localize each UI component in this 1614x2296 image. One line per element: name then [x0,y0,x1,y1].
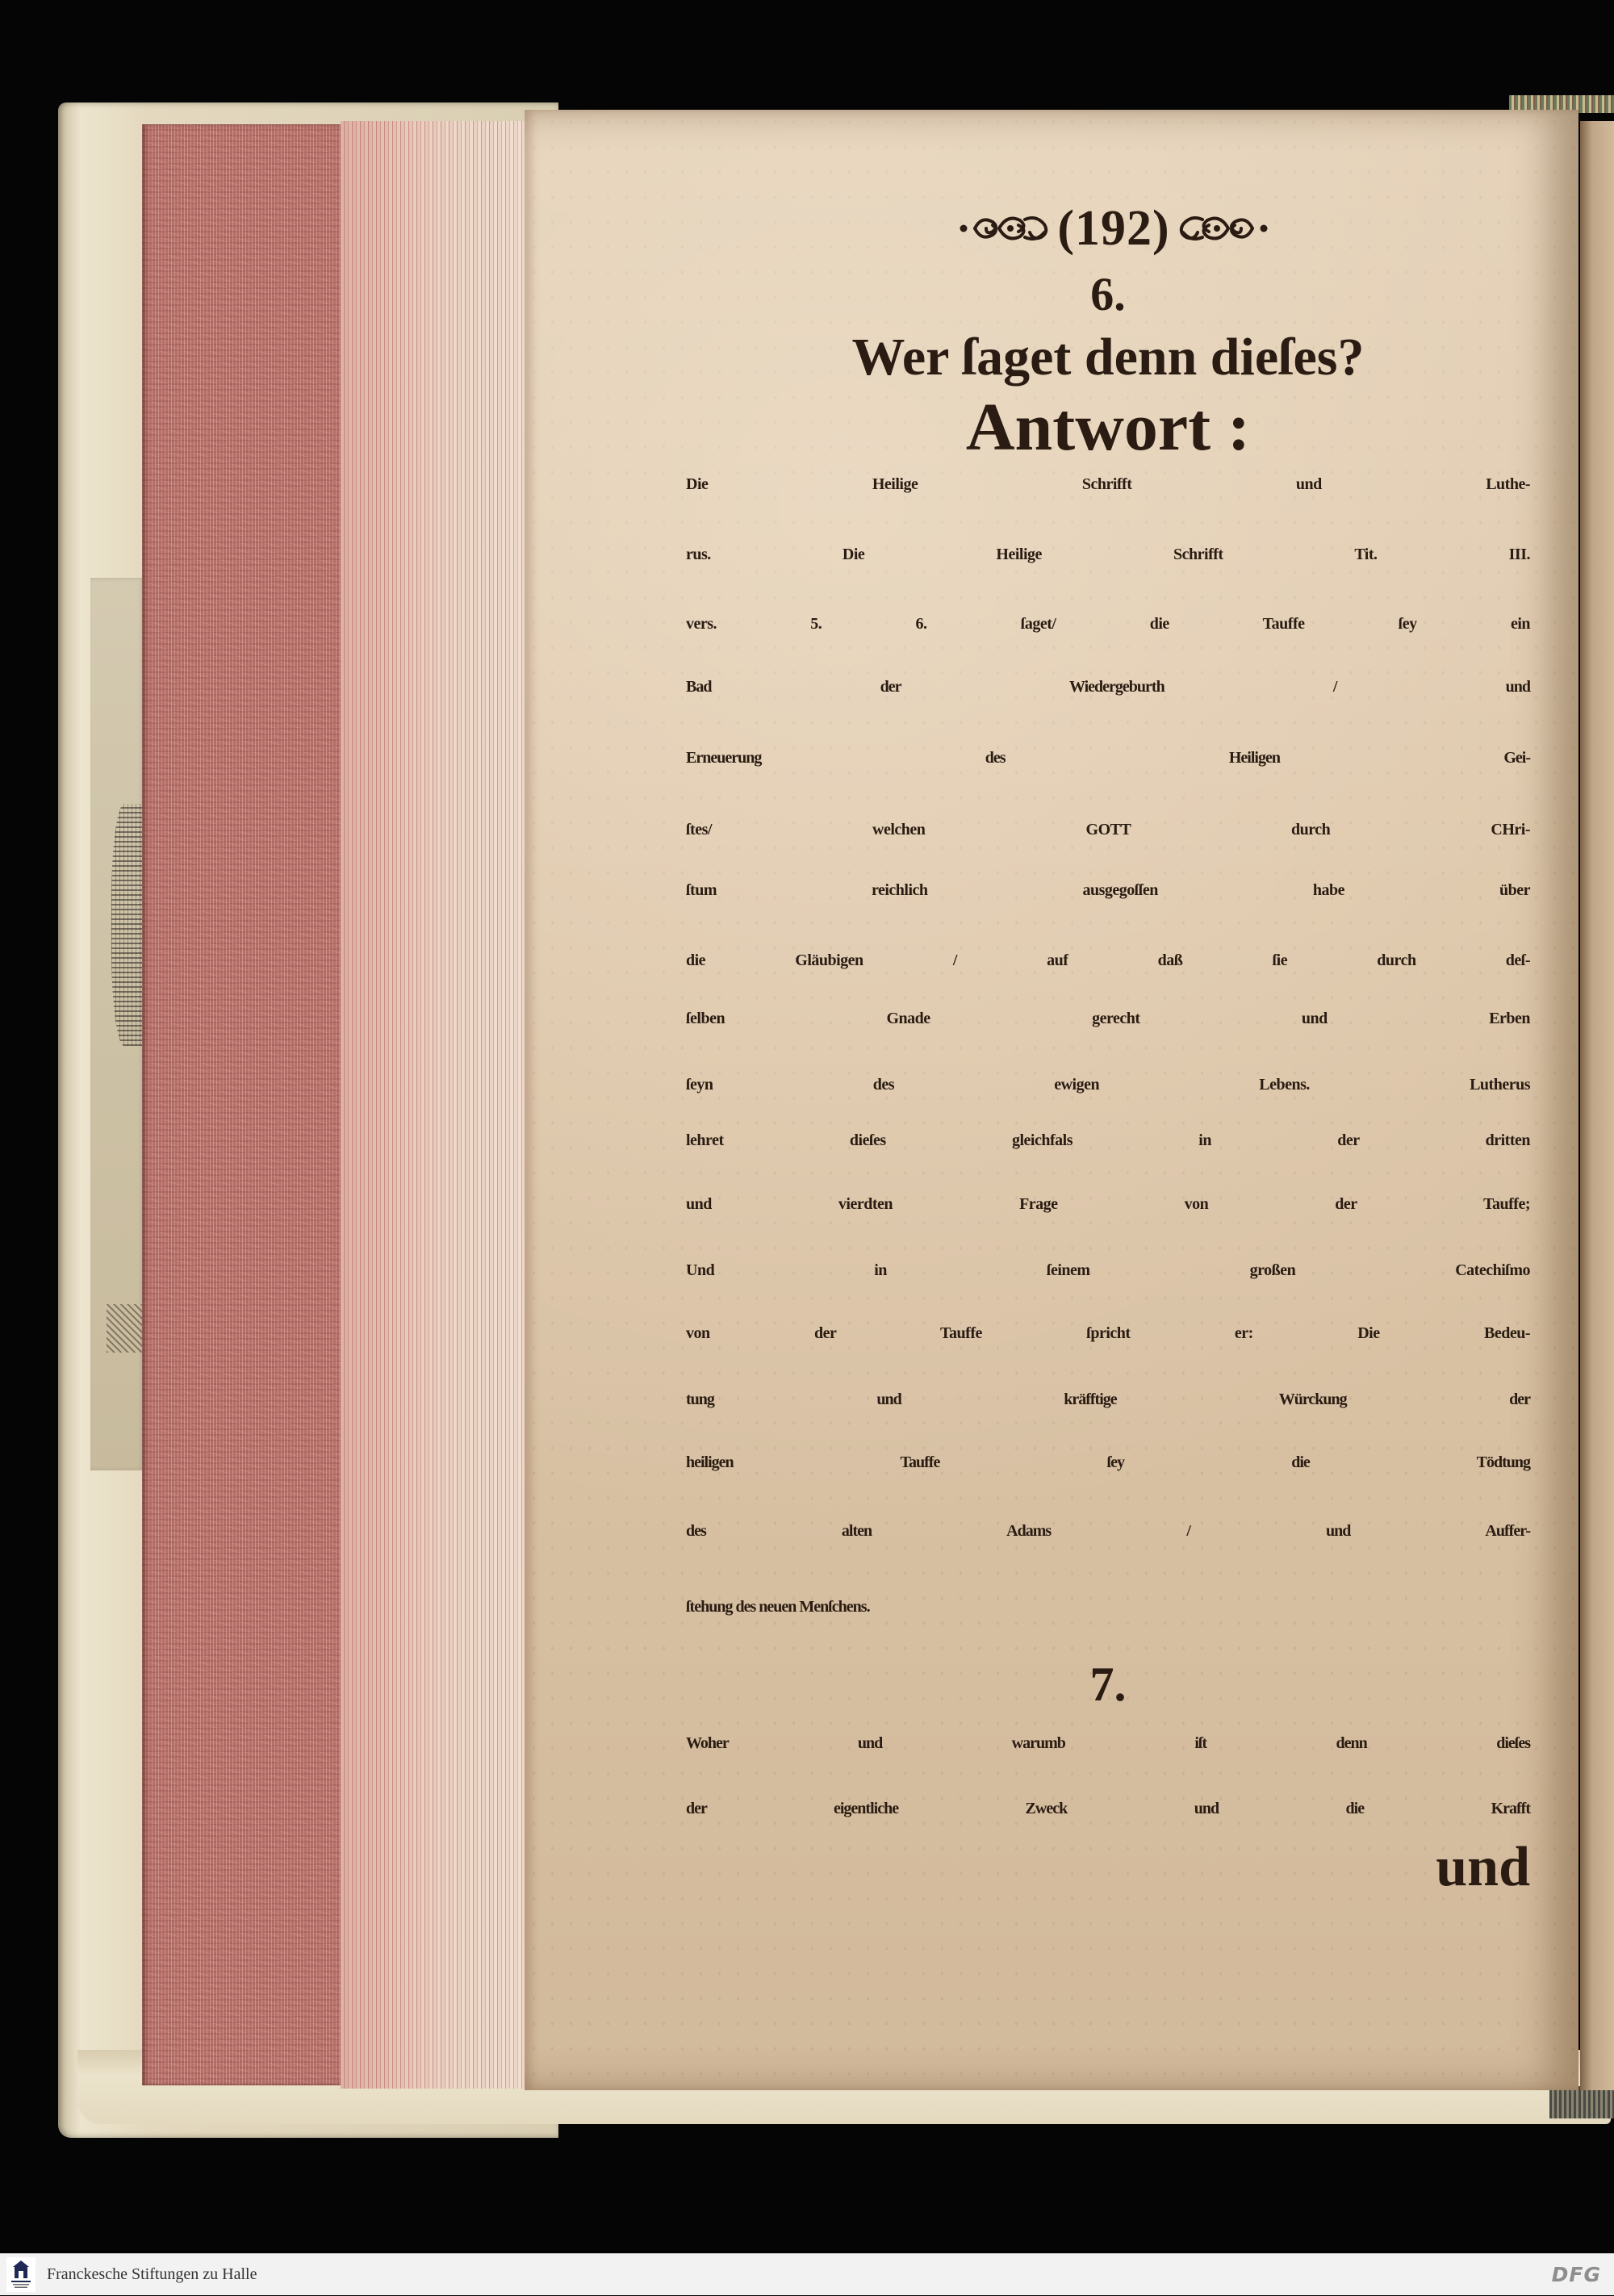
text-line: tung und kräfftige Würckung der [686,1391,1530,1408]
text-line: ſtum reichlich ausgegoſſen habe über [686,881,1530,899]
next-page-edge [1580,121,1614,2090]
question-line: Woher und warumb iſt denn dieſes [686,1734,1530,1752]
text-line: des alten Adams / und Auffer- [686,1522,1530,1540]
text-line: Und in ſeinem großen Catechiſmo [686,1261,1530,1279]
pasted-paper-strip [90,578,145,1470]
red-fore-edge [142,124,341,2085]
section-number: 6. [1090,268,1126,320]
text-line: lehret dieſes gleichfals in der dritten [686,1131,1530,1149]
text-line: von der Tauffe ſpricht er: Die Bedeu- [686,1324,1530,1342]
ornament-right-icon [1175,208,1270,249]
ornament-left-icon [957,208,1052,249]
catchword: und [1436,1836,1530,1898]
page-number: (192) [1057,201,1170,256]
text-line: Erneuerung des Heiligen Gei- [686,749,1530,767]
footer-bar [0,2253,1614,2295]
footer-institution: Franckesche Stiftungen zu Halle [47,2265,257,2283]
text-line: ſeyn des ewigen Lebens. Lutherus [686,1076,1530,1094]
text-line: ſtes/ welchen GOTT durch CHri- [686,821,1530,839]
text-line: Bad der Wiedergeburth / und [686,678,1530,696]
spine-bottom [1549,2086,1614,2118]
page-header [896,194,1332,262]
engraving-fragment [111,804,144,1046]
section-number: 7. [1089,1658,1127,1711]
foundation-emblem-icon [6,2257,36,2292]
text-line: vers. 5. 6. ſaget/ die Tauffe ſey ein [686,615,1530,633]
footer-badge: DFG [1551,2263,1601,2286]
page-edges [341,121,525,2089]
text-line: Die Heilige Schrifft und Luthe- [686,475,1530,493]
answer-heading: Antwort : [965,390,1251,465]
question-heading: Wer ſaget denn dieſes? [851,328,1365,387]
text-line: ſtehung des neuen Menſchens. [686,1598,870,1616]
text-line: und vierdten Frage von der Tauffe; [686,1195,1530,1213]
question-line: der eigentliche Zweck und die Krafft [686,1800,1530,1817]
text-line: die Gläubigen / auf daß ſie durch deſ- [686,951,1530,969]
text-line: rus. Die Heilige Schrifft Tit. III. [686,546,1530,563]
text-line: heiligen Tauffe ſey die Tödtung [686,1453,1530,1471]
text-line: ſelben Gnade gerecht und Erben [686,1010,1530,1027]
engraving-fragment [107,1304,145,1353]
